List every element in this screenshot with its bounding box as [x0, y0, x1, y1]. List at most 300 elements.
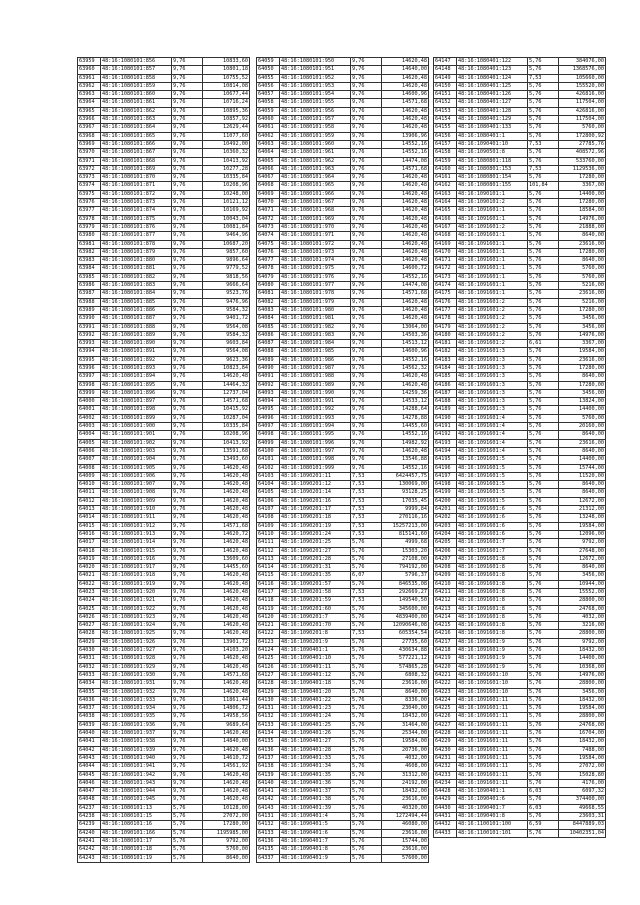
table-row	[434, 389, 606, 397]
tax-rate-cell: 5,76	[351, 846, 382, 854]
amount-cell: 19584,00	[559, 754, 606, 762]
table-row	[257, 157, 429, 165]
record-number-cell: 64219	[434, 655, 457, 663]
table-row	[78, 364, 250, 372]
amount-cell: 16704,00	[559, 730, 606, 738]
record-number-cell: 64185	[434, 373, 457, 381]
tax-rate-cell: 9,76	[351, 157, 382, 165]
record-number-cell: 64213	[434, 605, 457, 613]
record-number-cell: 64119	[257, 605, 280, 613]
amount-cell: 10415,92	[203, 406, 250, 414]
table-row	[78, 564, 250, 572]
table-row	[257, 638, 429, 646]
cadastral-number-cell: 48:16:1091601:5	[457, 489, 528, 497]
record-number-cell: 63986	[78, 282, 101, 290]
amount-cell: 533760,00	[559, 157, 606, 165]
table-row	[257, 721, 429, 729]
record-number-cell: 64176	[434, 298, 457, 306]
table-row	[78, 663, 250, 671]
table-row	[78, 157, 250, 165]
amount-cell: 5760,00	[559, 273, 606, 281]
record-number-cell: 64158	[434, 149, 457, 157]
table-row	[78, 273, 250, 281]
cadastral-number-cell: 48:16:1091601:10	[457, 671, 528, 679]
record-number-cell: 64059	[257, 107, 280, 115]
tax-rate-cell: 5,76	[528, 232, 559, 240]
table-row	[78, 696, 250, 704]
table-row	[434, 223, 606, 231]
tax-rate-cell: 9,76	[172, 506, 203, 514]
table-row	[257, 398, 429, 406]
amount-cell: 105660,00	[559, 74, 606, 82]
tax-rate-cell: 7,53	[351, 506, 382, 514]
record-number-cell: 64055	[257, 74, 280, 82]
cadastral-number-cell: 48:16:1080101:952	[280, 74, 351, 82]
table-row	[434, 804, 606, 812]
table-row	[257, 381, 429, 389]
record-number-cell: 64115	[257, 572, 280, 580]
record-number-cell: 64129	[257, 688, 280, 696]
cadastral-number-cell: 48:16:1090401:12	[280, 671, 351, 679]
record-number-cell: 64214	[434, 613, 457, 621]
amount-cell: 19584,00	[559, 522, 606, 530]
amount-cell: 18432,00	[559, 738, 606, 746]
tax-rate-cell: 5,76	[351, 854, 382, 862]
tax-rate-cell: 9,76	[351, 447, 382, 455]
tax-rate-cell: 7,53	[351, 597, 382, 605]
amount-cell: 846535,08	[382, 580, 429, 588]
table-row	[434, 398, 606, 406]
table-row	[257, 447, 429, 455]
record-number-cell: 64034	[78, 680, 101, 688]
tax-rate-cell: 5,76	[351, 705, 382, 713]
amount-cell: 14561,92	[203, 763, 250, 771]
tax-rate-cell: 9,76	[172, 489, 203, 497]
record-number-cell: 64131	[257, 813, 280, 821]
amount-cell: 9464,96	[203, 232, 250, 240]
cadastral-number-cell: 48:16:1080101:992	[280, 406, 351, 414]
cadastral-number-cell: 48:16:1080101:993	[280, 414, 351, 422]
cadastral-number-cell: 48:16:1080101:955	[280, 99, 351, 107]
amount-cell: 23616,00	[382, 829, 429, 837]
amount-cell: 28800,00	[559, 680, 606, 688]
table-row	[257, 331, 429, 339]
amount-cell: 14455,60	[203, 564, 250, 572]
amount-cell: 14620,48	[203, 788, 250, 796]
amount-cell: 14571,68	[203, 671, 250, 679]
tax-rate-cell: 9,76	[172, 82, 203, 90]
cadastral-number-cell: 48:16:1080101:989	[280, 381, 351, 389]
table-row	[78, 190, 250, 198]
tax-rate-cell: 5,76	[528, 721, 559, 729]
tax-rate-cell: 9,76	[351, 99, 382, 107]
tax-rate-cell: 5,76	[528, 398, 559, 406]
record-number-cell: 64001	[78, 406, 101, 414]
amount-cell: 3367,00	[559, 340, 606, 348]
amount-cell: 292669,27	[382, 589, 429, 597]
record-number-cell: 64134	[257, 730, 280, 738]
record-number-cell: 64230	[434, 746, 457, 754]
amount-cell: 14620,48	[203, 464, 250, 472]
amount-cell: 14552,16	[382, 273, 429, 281]
record-number-cell: 63969	[78, 140, 101, 148]
tax-rate-cell: 9,76	[172, 497, 203, 505]
record-number-cell: 64195	[434, 456, 457, 464]
record-number-cell: 64223	[434, 688, 457, 696]
record-number-cell: 64241	[78, 837, 101, 845]
amount-cell: 9792,00	[559, 539, 606, 547]
amount-cell: 14620,48	[382, 124, 429, 132]
table-row	[78, 91, 250, 99]
amount-cell: 7488,00	[559, 746, 606, 754]
amount-cell: 5760,00	[559, 414, 606, 422]
tax-rate-cell: 9,76	[172, 423, 203, 431]
amount-cell: 14278,88	[382, 414, 429, 422]
cadastral-number-cell: 48:16:1080101:15	[101, 813, 172, 821]
tax-rate-cell: 9,76	[172, 240, 203, 248]
amount-cell: 430634,88	[382, 647, 429, 655]
tax-rate-cell: 9,76	[351, 257, 382, 265]
record-number-cell: 63959	[78, 58, 101, 66]
cadastral-number-cell: 48:16:1091601:1	[457, 273, 528, 281]
table-row	[78, 340, 250, 348]
cadastral-number-cell: 48:16:1080101:878	[101, 240, 172, 248]
cadastral-number-cell: 48:16:1091601:4	[457, 439, 528, 447]
ledger-column-2	[256, 57, 429, 863]
tax-rate-cell: 5,76	[351, 696, 382, 704]
amount-cell: 14600,96	[382, 91, 429, 99]
record-number-cell: 64197	[434, 472, 457, 480]
amount-cell: 18432,00	[382, 713, 429, 721]
amount-cell: 14620,48	[203, 597, 250, 605]
record-number-cell: 63996	[78, 364, 101, 372]
table-row	[257, 472, 429, 480]
amount-cell: 14620,48	[203, 572, 250, 580]
tax-rate-cell: 5,76	[528, 215, 559, 223]
tax-rate-cell: 7,53	[351, 630, 382, 638]
amount-cell: 9564,08	[203, 348, 250, 356]
record-number-cell: 64220	[434, 663, 457, 671]
record-number-cell: 64193	[434, 439, 457, 447]
tax-rate-cell: 5,76	[172, 837, 203, 845]
tax-rate-cell: 9,76	[351, 273, 382, 281]
record-number-cell: 64186	[434, 381, 457, 389]
cadastral-number-cell: 48:16:1080101:881	[101, 265, 172, 273]
table-row	[78, 315, 250, 323]
amount-cell: 14400,00	[559, 406, 606, 414]
amount-cell: 24192,00	[382, 779, 429, 787]
cadastral-number-cell: 48:16:1090201:24	[280, 530, 351, 538]
tax-rate-cell: 5,76	[528, 771, 559, 779]
tax-rate-cell: 9,76	[351, 132, 382, 140]
table-row	[434, 381, 606, 389]
cadastral-number-cell: 48:16:1080101:940	[101, 754, 172, 762]
table-row	[257, 165, 429, 173]
tax-rate-cell: 9,76	[172, 696, 203, 704]
table-row	[434, 746, 606, 754]
cadastral-number-cell: 48:16:1080401:122	[457, 58, 528, 66]
tax-rate-cell: 9,76	[351, 356, 382, 364]
record-number-cell: 63977	[78, 207, 101, 215]
cadastral-number-cell: 48:16:1091601:3	[457, 406, 528, 414]
table-row	[78, 539, 250, 547]
cadastral-number-cell: 48:16:1080101:961	[280, 149, 351, 157]
tax-rate-cell: 6,61	[528, 340, 559, 348]
cadastral-number-cell: 48:16:1080101:920	[101, 589, 172, 597]
table-row	[257, 298, 429, 306]
amount-cell: 10043,04	[203, 215, 250, 223]
record-number-cell: 64085	[257, 323, 280, 331]
record-number-cell: 64113	[257, 555, 280, 563]
cadastral-number-cell: 48:16:1080101:915	[101, 547, 172, 555]
tax-rate-cell: 5,76	[528, 124, 559, 132]
cadastral-number-cell: 48:16:1090401:37	[280, 788, 351, 796]
record-number-cell: 64152	[434, 99, 457, 107]
record-number-cell: 64142	[257, 796, 280, 804]
tax-rate-cell: 9,76	[172, 547, 203, 555]
cadastral-number-cell: 48:16:1080101:864	[101, 124, 172, 132]
table-row	[257, 273, 429, 281]
cadastral-number-cell: 48:16:1080101:929	[101, 663, 172, 671]
record-number-cell: 64017	[78, 539, 101, 547]
amount-cell: 4999,68	[382, 539, 429, 547]
table-row	[434, 630, 606, 638]
tax-rate-cell: 9,76	[351, 140, 382, 148]
record-number-cell: 63975	[78, 190, 101, 198]
amount-cell: 23616,00	[382, 796, 429, 804]
table-row	[257, 91, 429, 99]
amount-cell: 5796,37	[382, 572, 429, 580]
amount-cell: 14620,48	[203, 622, 250, 630]
table-row	[78, 771, 250, 779]
table-row	[434, 364, 606, 372]
cadastral-number-cell: 48:16:1090401:10	[457, 140, 528, 148]
amount-cell: 18432,00	[559, 696, 606, 704]
cadastral-number-cell: 48:16:1080101:974	[280, 257, 351, 265]
cadastral-number-cell: 48:16:1080101:979	[280, 298, 351, 306]
table-row	[78, 555, 250, 563]
record-number-cell: 64020	[78, 564, 101, 572]
table-row	[257, 257, 429, 265]
table-row	[78, 746, 250, 754]
tax-rate-cell: 5,76	[528, 555, 559, 563]
record-number-cell: 64121	[257, 622, 280, 630]
record-number-cell: 63979	[78, 223, 101, 231]
tax-rate-cell: 5,76	[528, 580, 559, 588]
cadastral-number-cell: 48:16:1080101:862	[101, 107, 172, 115]
tax-rate-cell: 9,76	[351, 315, 382, 323]
amount-cell: 14982,92	[382, 439, 429, 447]
tax-rate-cell: 9,76	[351, 373, 382, 381]
table-row	[434, 282, 606, 290]
table-row	[257, 132, 429, 140]
record-number-cell: 64090	[257, 364, 280, 372]
cadastral-number-cell: 48:16:1080101:16	[101, 821, 172, 829]
amount-cell: 3456,00	[559, 572, 606, 580]
record-number-cell: 64056	[257, 82, 280, 90]
table-row	[434, 215, 606, 223]
cadastral-number-cell: 48:16:1080101:866	[101, 140, 172, 148]
tax-rate-cell: 9,76	[351, 398, 382, 406]
amount-cell: 9476,96	[203, 298, 250, 306]
amount-cell: 15744,00	[559, 464, 606, 472]
table-row	[257, 182, 429, 190]
cadastral-number-cell: 48:16:1091601:1	[457, 265, 528, 273]
record-number-cell: 64019	[78, 555, 101, 563]
cadastral-number-cell: 48:16:1090401:6	[280, 829, 351, 837]
tax-rate-cell: 7,53	[351, 522, 382, 530]
table-row	[78, 74, 250, 82]
cadastral-number-cell: 48:16:1100101:101	[457, 829, 528, 837]
record-number-cell: 64114	[257, 564, 280, 572]
record-number-cell: 64180	[434, 331, 457, 339]
table-row	[78, 472, 250, 480]
amount-cell: 10128,00	[203, 804, 250, 812]
amount-cell: 10360,32	[203, 149, 250, 157]
amount-cell: 14552,16	[382, 356, 429, 364]
cadastral-number-cell: 48:16:1080101:995	[280, 431, 351, 439]
table-row	[434, 356, 606, 364]
record-number-cell: 63991	[78, 323, 101, 331]
tax-rate-cell: 9,76	[351, 464, 382, 472]
amount-cell: 14620,48	[203, 605, 250, 613]
table-row	[78, 804, 250, 812]
amount-cell: 8640,00	[559, 257, 606, 265]
table-row	[78, 638, 250, 646]
table-row	[78, 846, 250, 854]
table-row	[78, 688, 250, 696]
record-number-cell: 64011	[78, 489, 101, 497]
cadastral-number-cell: 48:16:1080101:17	[101, 837, 172, 845]
record-number-cell: 64136	[257, 837, 280, 845]
record-number-cell: 64191	[434, 423, 457, 431]
cadastral-number-cell: 48:16:1080101:981	[280, 315, 351, 323]
record-number-cell: 64139	[257, 771, 280, 779]
table-row	[434, 771, 606, 779]
table-row	[78, 547, 250, 555]
tax-rate-cell: 9,76	[172, 788, 203, 796]
tax-rate-cell: 9,76	[351, 207, 382, 215]
cadastral-number-cell: 48:16:1091601:11	[457, 763, 528, 771]
table-row	[434, 82, 606, 90]
amount-cell: 10677,44	[203, 91, 250, 99]
cadastral-number-cell: 48:16:1090201:14	[280, 489, 351, 497]
cadastral-number-cell: 48:16:1090401:18	[280, 680, 351, 688]
table-row	[78, 282, 250, 290]
amount-cell: 9896,64	[203, 257, 250, 265]
cadastral-number-cell: 48:16:1091601:1	[457, 207, 528, 215]
cadastral-number-cell: 48:16:1090201:9	[280, 638, 351, 646]
amount-cell: 14620,48	[203, 680, 250, 688]
record-number-cell: 64166	[434, 215, 457, 223]
record-number-cell: 64240	[78, 829, 101, 837]
tax-rate-cell: 5,76	[528, 323, 559, 331]
cadastral-number-cell: 48:16:1091601:8	[457, 597, 528, 605]
tax-rate-cell: 5,76	[351, 663, 382, 671]
cadastral-number-cell: 48:16:1091601:11	[457, 696, 528, 704]
record-number-cell: 63994	[78, 348, 101, 356]
record-number-cell: 64120	[257, 613, 280, 621]
tax-rate-cell: 9,76	[351, 414, 382, 422]
table-row	[78, 580, 250, 588]
tax-rate-cell: 9,76	[172, 771, 203, 779]
tax-rate-cell: 9,76	[351, 190, 382, 198]
cadastral-number-cell: 48:16:1080101:932	[101, 688, 172, 696]
record-number-cell: 64026	[78, 613, 101, 621]
cadastral-number-cell: 48:16:1091601:8	[457, 580, 528, 588]
tax-rate-cell: 9,76	[351, 423, 382, 431]
amount-cell: 10248,00	[203, 190, 250, 198]
table-row	[434, 763, 606, 771]
tax-rate-cell: 5,76	[528, 530, 559, 538]
table-row	[257, 215, 429, 223]
amount-cell: 46080,00	[382, 821, 429, 829]
tax-rate-cell: 9,76	[172, 282, 203, 290]
amount-cell: 10121,12	[203, 199, 250, 207]
cadastral-number-cell: 48:16:1091601:11	[457, 771, 528, 779]
tax-rate-cell: 7,53	[528, 74, 559, 82]
table-row	[78, 738, 250, 746]
tax-rate-cell: 9,76	[172, 613, 203, 621]
cadastral-number-cell: 48:16:1080101:954	[280, 91, 351, 99]
amount-cell: 13824,00	[559, 398, 606, 406]
table-row	[257, 348, 429, 356]
record-number-cell: 64015	[78, 522, 101, 530]
tax-rate-cell: 5,76	[172, 854, 203, 862]
record-number-cell: 64010	[78, 481, 101, 489]
amount-cell: 14620,48	[203, 771, 250, 779]
tax-rate-cell: 5,76	[528, 298, 559, 306]
cadastral-number-cell: 48:16:1080101:856	[101, 58, 172, 66]
cadastral-number-cell: 48:16:1091601:1	[457, 215, 528, 223]
table-row	[257, 199, 429, 207]
amount-cell: 117504,00	[559, 116, 606, 124]
cadastral-number-cell: 48:16:1091601:8	[457, 605, 528, 613]
amount-cell: 117504,00	[559, 99, 606, 107]
cadastral-number-cell: 48:16:1090401:7	[457, 804, 528, 812]
cadastral-number-cell: 48:16:1080101:857	[101, 66, 172, 74]
record-number-cell: 64128	[257, 680, 280, 688]
cadastral-number-cell: 48:16:1080101:985	[280, 348, 351, 356]
table-row	[434, 340, 606, 348]
table-row	[434, 265, 606, 273]
cadastral-number-cell: 48:16:1080101:978	[280, 290, 351, 298]
table-row	[257, 58, 429, 66]
table-row	[257, 813, 429, 821]
amount-cell: 14620,48	[382, 257, 429, 265]
cadastral-number-cell: 48:16:1090201:31	[280, 564, 351, 572]
table-row	[78, 813, 250, 821]
record-number-cell: 64093	[257, 389, 280, 397]
record-number-cell: 64156	[434, 132, 457, 140]
tax-rate-cell: 9,76	[172, 754, 203, 762]
cadastral-number-cell: 48:16:1080101:973	[280, 248, 351, 256]
table-row	[434, 589, 606, 597]
cadastral-number-cell: 48:16:1091601:2	[457, 340, 528, 348]
table-row	[257, 315, 429, 323]
table-row	[434, 99, 606, 107]
tax-rate-cell: 9,76	[172, 340, 203, 348]
record-number-cell: 64178	[434, 315, 457, 323]
table-row	[257, 66, 429, 74]
amount-cell: 5760,00	[559, 265, 606, 273]
table-row	[257, 116, 429, 124]
table-row	[434, 199, 606, 207]
amount-cell: 12629,44	[203, 124, 250, 132]
table-row	[78, 116, 250, 124]
cadastral-number-cell: 48:16:1090201:70	[280, 622, 351, 630]
table-row	[78, 257, 250, 265]
